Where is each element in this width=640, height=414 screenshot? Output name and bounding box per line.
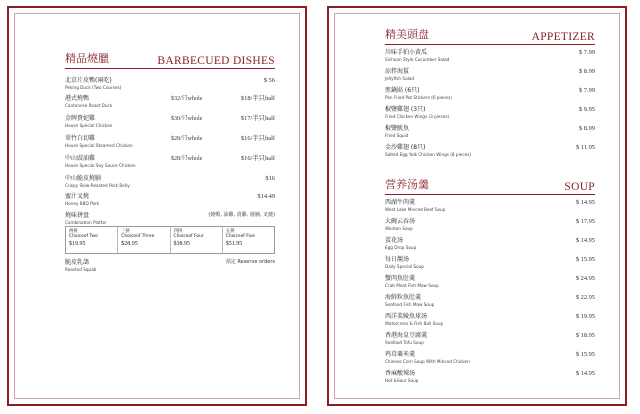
item-name-cn: 西湖牛肉羹: [385, 199, 416, 206]
item-name-cn: 椒鹽雞翅 (3只): [385, 106, 426, 113]
item-name-en: Jellyfish Salad: [385, 76, 415, 81]
menu-item: [385, 352, 595, 364]
combo-cn: 两拼: [69, 229, 78, 234]
combo-cell: [66, 227, 118, 253]
item-price: $ 15.95: [575, 256, 595, 263]
item-price: $ 14.95: [575, 237, 595, 244]
menu-item: [385, 238, 595, 250]
menu-item: [65, 116, 275, 128]
item-name-en: Wonton Soup: [385, 226, 413, 231]
menu-item: [65, 96, 275, 108]
combo-price: $51.95: [225, 240, 243, 247]
item-price: $ 8.99: [579, 125, 595, 132]
menu-item: [385, 276, 595, 288]
item-name-en: Chinese Corn Soup With Minced Chicken: [385, 359, 470, 364]
menu-item: [385, 219, 595, 231]
item-name-en: Peking Duck (Two Courses): [65, 85, 122, 90]
item-price: $ 9.95: [579, 106, 595, 113]
item-price: $ 24.95: [575, 275, 595, 282]
item-name-cn: 北京片皮鴨(兩吃): [65, 77, 112, 84]
item-name-cn: 鸡茸粟米羹: [385, 351, 416, 358]
item-name-cn: 西洋菜鲮魚球汤: [385, 313, 428, 320]
item-name-en: Hot &Sour Soup: [385, 378, 419, 383]
item-price: $ 56: [263, 77, 275, 84]
menu-item: [65, 78, 275, 90]
combo-cell: [118, 227, 170, 253]
combo-en: Choiceof Five: [225, 234, 255, 240]
combo-en: Choiceof Three: [121, 234, 155, 240]
menu-item: [65, 156, 275, 168]
item-name-cn: 翠竹白切雞: [65, 135, 96, 142]
item-name-cn: 香港海皇豆腐羹: [385, 332, 428, 339]
item-name-en: Roasted Squab: [65, 267, 97, 272]
item-name-cn: 中山豉油雞: [65, 155, 96, 162]
section-title-cn: 精品燒臘: [65, 52, 109, 65]
section-title-cn: 营养汤羹: [385, 178, 429, 191]
item-name-cn: 每日靚汤: [385, 256, 410, 263]
item-name-cn: 蜜汁叉燒: [65, 193, 90, 200]
item-name-en: House Special Soy Sauce Chicken: [65, 163, 136, 168]
item-price-whole: $32/只whole: [171, 96, 203, 102]
menu-item: [65, 176, 275, 188]
item-name-en: Seafood Tofu Soup: [385, 340, 424, 345]
section-header-soup: [385, 176, 595, 195]
menu-item: [65, 260, 275, 272]
item-price: $ 7.99: [579, 49, 595, 56]
menu-item: [385, 295, 595, 307]
menu-item: [385, 50, 595, 62]
item-name-en: Pan Fried Pot Stickers (6 pieces): [385, 95, 452, 100]
item-name-cn: 燒味拼盘: [65, 212, 90, 219]
item-name-cn: 煎鍋貼 (6只): [385, 87, 420, 94]
combo-price: $28.95: [121, 240, 138, 247]
item-price: $ 8.99: [579, 68, 595, 75]
combination-platter-table: [65, 226, 275, 254]
combo-cn: 五拼: [225, 229, 235, 234]
item-name-en: Honey BBQ Pork: [65, 201, 100, 206]
menu-item: [385, 257, 595, 269]
item-note: (燒鴨, 油雞, 貴雞, 燒腩, 叉燒): [208, 212, 275, 218]
item-price: $14.49: [257, 193, 275, 200]
item-name-cn: 香麻酸辣汤: [385, 370, 416, 377]
menu-page-right: [327, 6, 627, 406]
item-price: $ 19.95: [575, 313, 595, 320]
item-name-cn: 蛋花汤: [385, 237, 404, 244]
item-price: $ 11.95: [576, 144, 595, 151]
menu-item: [385, 371, 595, 383]
section-header-barbecued: [65, 50, 275, 69]
item-price-half: $17/半只half: [240, 115, 275, 122]
item-name-en: Egg Drop Soup: [385, 245, 417, 250]
section-title-en: BARBECUED DISHES: [157, 55, 275, 67]
section-title-cn: 精美頭盘: [385, 28, 429, 41]
item-price: $ 18.95: [575, 332, 595, 339]
combo-cell: [171, 227, 223, 253]
item-name-en: Sichuan Style Cucumber Salad: [385, 57, 450, 62]
menu-item: [65, 194, 275, 206]
item-name-en: Fried Squid: [385, 133, 409, 138]
menu-item: [385, 126, 595, 138]
combo-price: $38.95: [173, 240, 190, 247]
combo-price: $19.95: [69, 240, 86, 247]
item-name-en: Seafood Fish Maw Soup: [385, 302, 435, 307]
item-name-cn: 脆皮乳鴿: [65, 259, 90, 266]
menu-page-left: [7, 6, 307, 406]
item-price: $ 15.95: [575, 351, 595, 358]
item-name-cn: 川味手拍小黄瓜: [385, 49, 428, 56]
menu-item: [65, 136, 275, 148]
item-name-en: Fried Chicken Wings (3 pieces): [385, 114, 450, 119]
item-name-cn: 金沙雞翅 (8只): [385, 144, 426, 151]
item-name-en: Cantonese Roast Duck: [65, 103, 113, 108]
item-name-cn: 涼拌海蜇: [385, 68, 410, 75]
item-name-cn: 海鮮粒魚肚羹: [385, 294, 422, 301]
menu-item: [385, 333, 595, 345]
item-name-cn: 港式燒鴨: [65, 95, 90, 102]
item-name-en: House Special Steamed Chicken: [65, 143, 133, 148]
item-name-en: Crispy Slow-Roasted Pork Belly: [65, 183, 130, 188]
item-name-en: House Special Chicken: [65, 123, 113, 128]
menu-item: [385, 145, 595, 157]
section-header-appetizer: [385, 26, 595, 45]
item-name-en: Watercress & Fish Ball Soup: [385, 321, 444, 326]
item-name-en: Salted Egg Yolk Chicken Wings (8 pieces): [385, 152, 472, 157]
item-price: $ 7.99: [579, 87, 595, 94]
item-name-cn: 椒鹽魷魚: [385, 125, 410, 132]
section-title-en: SOUP: [564, 181, 595, 193]
item-price-whole: $28/只whole: [171, 136, 203, 142]
item-note: 預定 Reserve orders: [225, 259, 275, 265]
menu-item: [65, 213, 275, 225]
item-price: $ 14.95: [575, 199, 595, 206]
item-name-en: Daily Special Soup: [385, 264, 424, 269]
menu-item: [385, 200, 595, 212]
item-price-half: $16/半只half: [240, 135, 275, 142]
item-name-cn: 中山脆皮燒腩: [65, 175, 102, 182]
item-name-cn: 蟹肉魚肚羹: [385, 275, 416, 282]
item-price-half: $16/半只half: [240, 155, 275, 162]
combo-cn: 三拼: [121, 229, 131, 234]
item-name-en: Crab Meat Fish Maw Soup: [385, 283, 439, 288]
item-price-half: $18/半只half: [240, 95, 275, 102]
combo-cn: 四拼: [173, 229, 183, 234]
item-name-en: Combination Platter: [65, 220, 107, 225]
menu-item: [385, 88, 595, 100]
section-title-en: APPETIZER: [531, 31, 595, 43]
item-price-whole: $28/只whole: [171, 156, 203, 162]
item-name-cn: 金牌貴妃雞: [65, 115, 96, 122]
menu-item: [385, 69, 595, 81]
combo-en: Choiceof Two: [69, 234, 98, 240]
item-price: $ 17.95: [575, 218, 595, 225]
item-price: $ 22.95: [575, 294, 595, 301]
combo-cell: [223, 227, 274, 253]
item-name-cn: 大碗云吞汤: [385, 218, 416, 225]
combo-en: Choiceof Four: [173, 234, 204, 240]
item-price-whole: $30/只whole: [171, 116, 203, 122]
item-price: $16: [265, 175, 275, 182]
item-name-en: West Lake Minced Beef Soup: [385, 207, 446, 212]
item-price: $ 14.95: [575, 370, 595, 377]
menu-item: [385, 107, 595, 119]
menu-item: [385, 314, 595, 326]
